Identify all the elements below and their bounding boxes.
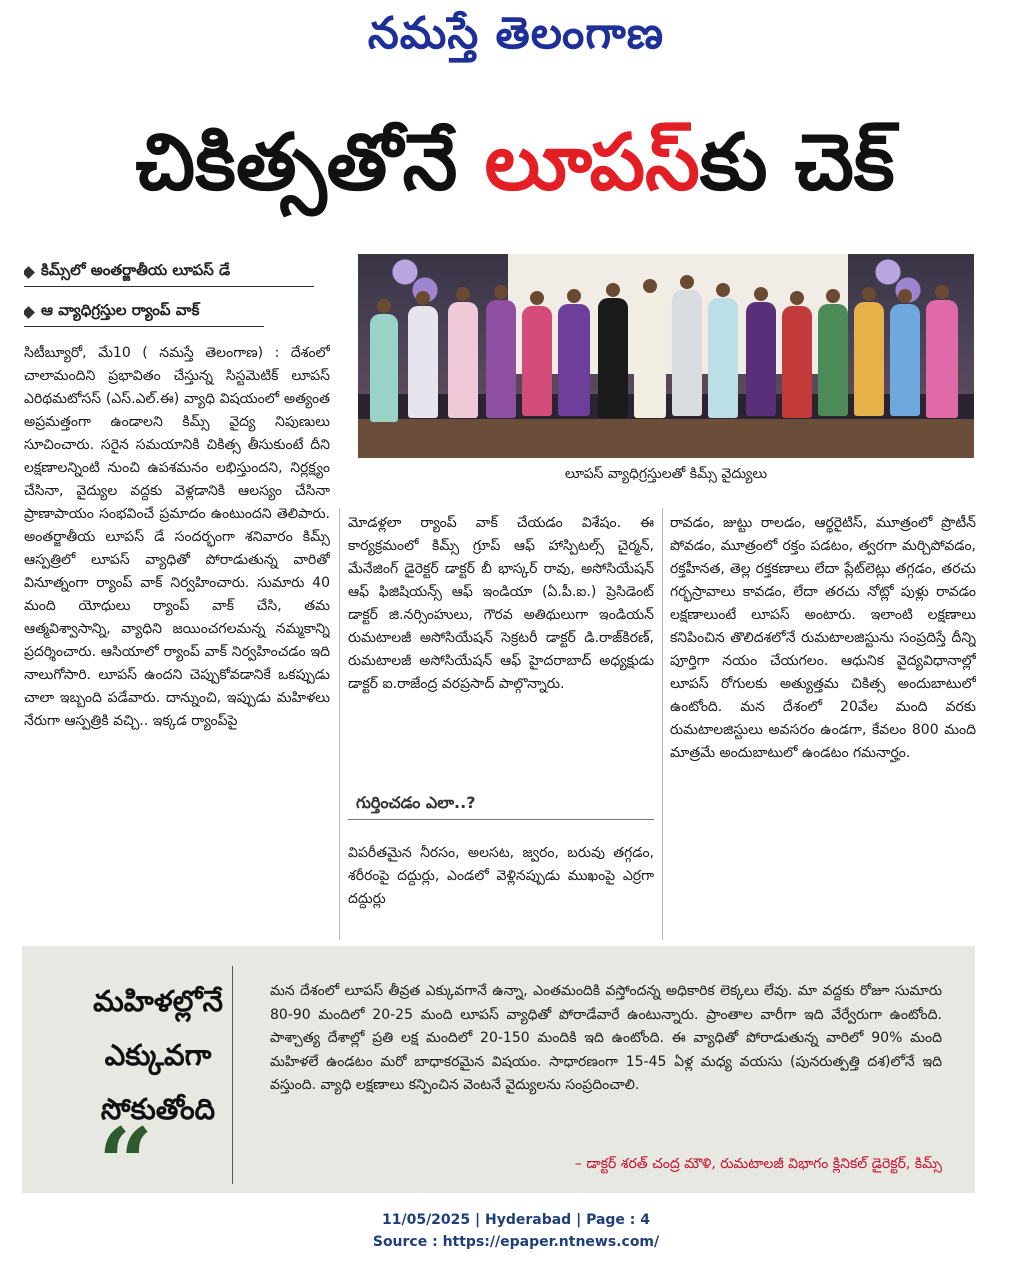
photo-person: [854, 302, 884, 416]
photo-person: [818, 304, 848, 416]
article-column-2b: [348, 842, 654, 938]
article-column-3: [670, 512, 976, 938]
column-2b-text: విపరీతమైన నీరసం, అలసట, జ్వరం, బరువు తగ్గడం, శరీరంపై దద్దుర్లు, ఎండలో వెళ్లినప్పుడు ముఖంపై ఎర్రగా దద్దుర్లు: [348, 845, 654, 907]
masthead-logo: నమస్తే తెలంగాణ: [367, 8, 665, 59]
photo-person: [486, 300, 516, 418]
footer-source: Source : https://epaper.ntnews.com/: [372, 1234, 660, 1250]
photo-person: [890, 304, 920, 416]
photo-caption: లూపస్‌ వ్యాధిగ్రస్తులతో కిమ్స్‌ వైద్యులు: [564, 466, 768, 482]
quote-title-line: సోకుతోంది: [100, 1092, 216, 1126]
photo-person: [708, 298, 738, 418]
footer-date-location: 11/05/2025 | Hyderabad | Page : 4: [381, 1212, 651, 1228]
quote-mark-icon: “: [98, 1107, 154, 1220]
photo-person: [370, 314, 398, 422]
photo-person: [408, 306, 438, 418]
column-divider: [339, 508, 340, 940]
event-photo: [358, 254, 974, 458]
headline: [20, 118, 1010, 227]
article-column-1: [24, 342, 330, 938]
column-1-text: సిటీబ్యూరో, మే10 ( నమస్తే తెలంగాణ) : దేశంలో చాలామందిని ప్రభావితం చేస్తున్న సిస్టమెటిక్‌ లూపస్‌ ఎరిథమటోసస్‌ (ఎస్‌.ఎల్‌.ఈ) వ్యాధి విషయంలో అత్యంత అప్రమత్తంగా ఉండాలని కిమ్స్‌ వైద్య నిపుణులు సూచించారు. సరైన సమయానికి చికిత్స తీసుకుంటే దీని లక్షణాలన్నింటి నుంచి ఉపశమనం లభిస్తుందని, నిర్లక్ష్యం చేసినా, వైద్యుల వద్దకు వెళ్లడానికి ఆలస్యం చేసినా ప్రాణాపాయం సంభవించే ప్రమాదం ఉంటుందని తెలిపారు. అంతర్జాతీయ లూపస్‌ డే సందర్భంగా శనివారం కిమ్స్‌ ఆస్పత్రిలో లూపస్‌ వ్యాధితో పోరాడుతున్న వారితో వినూత్నంగా ర్యాంప్‌ వాక్‌ నిర్వహించారు. సుమారు 40 మంది యోధులు ర్యాంప్‌ వాక్‌ చేసి, తమ ఆత్మవిశ్వాసాన్ని, వ్యాధిని జయించగలమన్న నమ్మకాన్ని ప్రదర్శించారు. ఆసియాలో ర్యాంప్‌ వాక్‌ నిర్వహించడం ఇది నాలుగోసారి. లూపస్‌ ఉందని చెప్పుకోవడానికే ఒకప్పుడు చాలా ఇబ్బంది పడేవారు. దాన్నుంచి, ఇప్పుడు మహిళలు నేరుగా ఆస్పత్రికి వచ్చి.. ఇక్కడ ర్యాంప్‌పై: [24, 345, 330, 729]
photo-person: [746, 302, 776, 416]
quote-title-line: ఎక్కువగా: [104, 1038, 212, 1072]
photo-person: [672, 290, 702, 416]
photo-person: [782, 306, 812, 418]
column-3-text: రావడం, జుట్టు రాలడం, ఆర్థరైటిస్‌, మూత్రంలో ప్రొటీన్‌ పోవడం, మూత్రంలో రక్తం పడటం, త్వరగా మర్చిపోవడం, రక్తహీనత, తెల్ల రక్తకణాలు లేదా ప్లేట్‌లెట్లు తగ్గడం, తరచు గర్భస్రావాలు కావడం, లేదా తరచు నోట్లో పుళ్లు రావడం లక్షణాలుంటే లూపస్‌ అంటారు. ఇలాంటి లక్షణాలు కనిపించిన తొలిదశలోనే రుమటాలజిస్టును సంప్రదిస్తే దీన్ని పూర్తిగా నయం చేయగలం. ఆధునిక వైద్యవిధానాల్లో లూపస్‌ రోగులకు అత్యుత్తమ చికిత్స అందుబాటులో ఉంటోంది. మన దేశంలో 20వేల మంది వరకు రుమటాలజిస్టులు అవసరం ఉండగా, కేవలం 800 మంది మాత్రమే అందుబాటులో ఉండటం గమనార్హం.: [670, 515, 976, 761]
bullet-text: ఆ వ్యాధిగ్రస్తుల ర్యాంప్‌ వాక్‌: [41, 301, 200, 319]
quote-byline: – డాక్టర్‌ శరత్‌ చంద్ర మౌళి, రుమటాలజీ విభాగం క్లినికల్‌ డైరెక్టర్‌, కిమ్స్‌: [574, 1156, 942, 1172]
photo-person: [558, 304, 590, 416]
photo-person: [522, 306, 552, 416]
article-column-2: [348, 512, 654, 788]
headline-highlight: లూపస్‌: [484, 118, 700, 208]
bullet-diamond-icon: [24, 266, 35, 279]
photo-stage-floor: [358, 419, 974, 458]
quote-title-line: మహిళల్లోనే: [93, 984, 223, 1018]
bullet-point-2: [24, 298, 264, 327]
photo-person: [634, 294, 666, 418]
headline-part1: చికిత్సతోనే: [135, 118, 485, 208]
photo-person: [598, 298, 628, 418]
balloons-left: [390, 254, 440, 314]
bullet-point-1: [24, 258, 314, 287]
bullet-text: కిమ్స్‌లో అంతర్జాతీయ లూపస్‌ డే: [41, 261, 231, 279]
photo-person: [926, 300, 958, 418]
subheading: గుర్తించడం ఎలా..?: [348, 790, 654, 820]
photo-person: [448, 302, 478, 418]
headline-part3: కు చెక్‌: [699, 118, 895, 208]
column-divider: [662, 508, 663, 940]
quote-text: మన దేశంలో లూపస్‌ తీవ్రత ఎక్కువగానే ఉన్నా, ఎంతమందికి వస్తోందన్న అధికారిక లెక్కలు లేవు. మా వద్దకు రోజూ సుమారు 80-90 మందిలో 20-25 మంది లూపస్‌ వ్యాధితో పోరాడేవారే ఉంటున్నారు. ప్రాంతాల వారీగా ఇది వేర్వేరుగా ఉంటోంది. పాశ్చాత్య దేశాల్లో ప్రతి లక్ష మందిలో 20-150 మందికి ఇది ఉంటోంది. ఈ వ్యాధితో పోరాడుతున్న వారిలో 90% మంది మహిళలే ఉండటం మరో బాధాకరమైన విషయం. సాధారణంగా 15-45 ఏళ్ల మధ్య వయసు (పునరుత్పత్తి దశ)లోనే ఇది వస్తుంది. వ్యాధి లక్షణాలు కన్పించిన వెంటనే వైద్యులను సంప్రదించాలి.: [270, 983, 942, 1093]
bullet-diamond-icon: [24, 306, 35, 319]
quote-heading-panel: [54, 966, 233, 1220]
column-2-text: మోడళ్లలా ర్యాంప్‌ వాక్‌ చేయడం విశేషం. ఈ కార్యక్రమంలో కిమ్స్‌ గ్రూప్‌ ఆఫ్‌ హాస్పిటల్స్‌ చైర్మన్‌, మేనేజింగ్‌ డైరెక్టర్‌ డాక్టర్‌ బీ భాస్కర్‌ రావు, అసోసియేషన్‌ ఆఫ్‌ ఫిజిషియన్స్‌ ఆఫ్‌ ఇండియా (ఏ.పీ.ఐ.) ప్రెసిడెంట్‌ డాక్టర్‌ జి.నర్సింహులు, గౌరవ అతిథులుగా ఇండియన్‌ రుమటాలజీ అసోసియేషన్‌ సెక్రటరీ డాక్టర్‌ డి.రాజ్‌కిరణ్‌, రుమటాలజీ అసోసియేషన్‌ ఆఫ్‌ హైదరాబాద్‌ అధ్యక్షుడు డాక్టర్‌ ఐ.రాజేంద్ర వరప్రసాద్‌ పాల్గొన్నారు.: [348, 515, 654, 692]
